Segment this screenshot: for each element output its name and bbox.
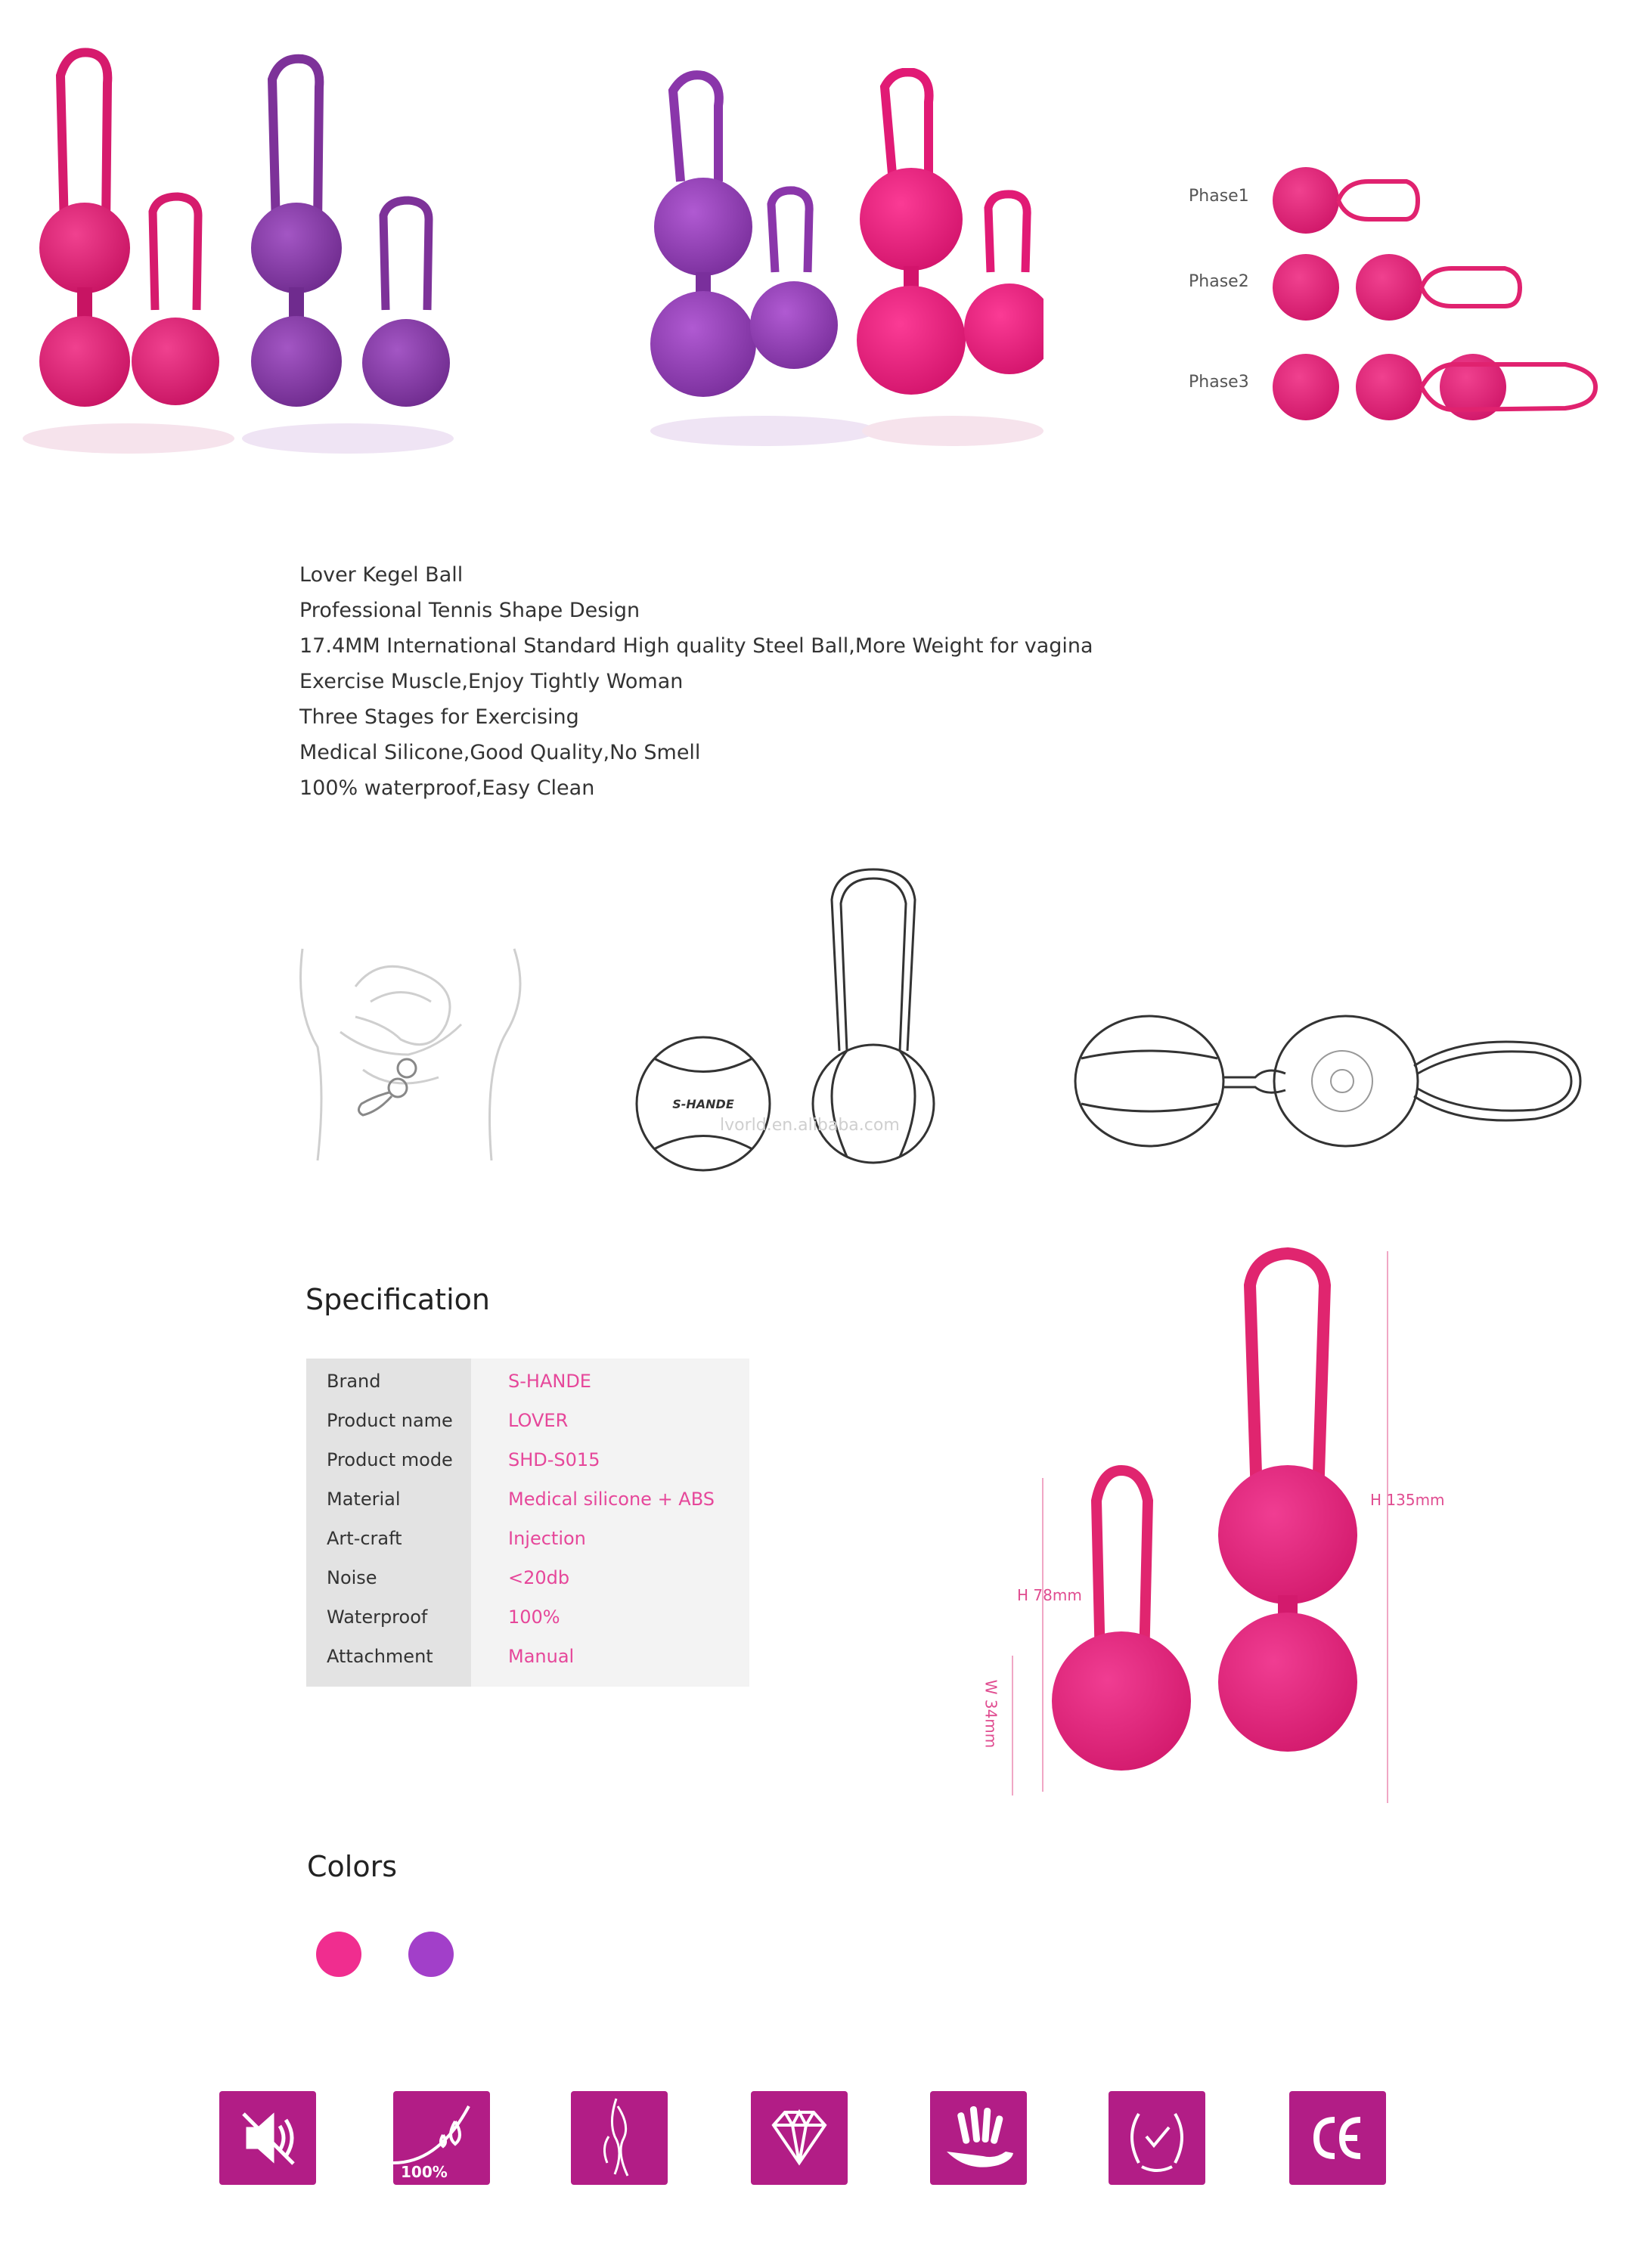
table-row: [306, 1442, 749, 1481]
spec-key-brand: Brand: [327, 1371, 381, 1392]
specification-title: Specification: [305, 1283, 490, 1316]
specification-table: [306, 1359, 749, 1687]
feature-line-1: Lover Kegel Ball: [299, 563, 464, 587]
table-row: [306, 1599, 749, 1638]
ball-logo-text: S-HANDE: [672, 1097, 734, 1111]
dim-height-small-label: H 78mm: [1017, 1586, 1082, 1604]
feature-line-4: Exercise Muscle,Enjoy Tightly Woman: [299, 670, 684, 693]
spec-key-art-craft: Art-craft: [327, 1528, 402, 1549]
table-row: [306, 1481, 749, 1520]
spec-key-material: Material: [327, 1489, 401, 1510]
spec-value-product-mode: SHD-S015: [508, 1449, 600, 1470]
table-row: [306, 1363, 749, 1402]
diamond-icon: [751, 2091, 848, 2185]
dim-width-label: W 34mm: [981, 1679, 1000, 1749]
table-row: [306, 1520, 749, 1560]
badge-diamond: [751, 2091, 848, 2185]
spec-value-noise: <20db: [508, 1567, 570, 1588]
hand-icon: [930, 2091, 1027, 2185]
dimension-product-photo: [1036, 1240, 1414, 1814]
laurel-certified-icon: [1109, 2091, 1205, 2185]
phase-label-1: Phase1: [1189, 187, 1249, 206]
badge-body: [571, 2091, 668, 2185]
spec-value-brand: S-HANDE: [508, 1371, 591, 1392]
feature-line-2: Professional Tennis Shape Design: [299, 599, 640, 622]
color-swatch-purple[interactable]: [408, 1932, 454, 1977]
spec-value-waterproof: 100%: [508, 1606, 560, 1628]
product-photo-set-2: [650, 68, 1043, 461]
badge-ce: [1289, 2091, 1386, 2185]
phase-label-2: Phase2: [1189, 272, 1249, 291]
mute-speaker-icon: [219, 2091, 316, 2185]
colors-title: Colors: [307, 1850, 398, 1883]
color-swatch-pink[interactable]: [316, 1932, 361, 1977]
body-silhouette-icon: [571, 2091, 668, 2185]
spec-key-product-name: Product name: [327, 1410, 453, 1431]
badge-mute: [219, 2091, 316, 2185]
badge-certified: [1109, 2091, 1205, 2185]
phase-label-3: Phase3: [1189, 373, 1249, 392]
waterproof-drop-icon: [393, 2091, 490, 2185]
dim-line-width: [1012, 1656, 1013, 1796]
spec-key-noise: Noise: [327, 1567, 377, 1588]
spec-value-attachment: Manual: [508, 1646, 575, 1667]
table-row: [306, 1638, 749, 1678]
dim-line-height-large: [1387, 1251, 1388, 1803]
phase-diagram: [1263, 159, 1611, 431]
dim-height-large-label: H 135mm: [1370, 1491, 1445, 1509]
waterproof-label: 100%: [401, 2163, 448, 2181]
feature-line-6: Medical Silicone,Good Quality,No Smell: [299, 741, 701, 764]
dim-line-height-small: [1042, 1478, 1043, 1792]
product-photo-set-1: [15, 45, 499, 469]
spec-key-product-mode: Product mode: [327, 1449, 453, 1470]
badge-waterproof: [393, 2091, 490, 2185]
spec-key-waterproof: Waterproof: [327, 1606, 428, 1628]
watermark-text: lvorld.en.alibaba.com: [720, 1116, 900, 1135]
ce-mark-icon: [1289, 2091, 1386, 2185]
feature-line-3: 17.4MM International Standard High quality Steel Ball,More Weight for vagina: [299, 634, 1093, 658]
badge-hand: [930, 2091, 1027, 2185]
spec-key-attachment: Attachment: [327, 1646, 433, 1667]
spec-value-product-name: LOVER: [508, 1410, 569, 1431]
spec-value-art-craft: Injection: [508, 1528, 586, 1549]
spec-value-material: Medical silicone + ABS: [508, 1489, 715, 1510]
ball-line-drawing: [628, 1028, 779, 1179]
table-row: [306, 1402, 749, 1442]
feature-line-7: 100% waterproof,Easy Clean: [299, 776, 595, 800]
feature-line-5: Three Stages for Exercising: [299, 705, 579, 729]
double-ball-line-drawing: [1066, 1005, 1588, 1157]
table-row: [306, 1560, 749, 1599]
anatomy-line-drawing: [287, 941, 537, 1168]
